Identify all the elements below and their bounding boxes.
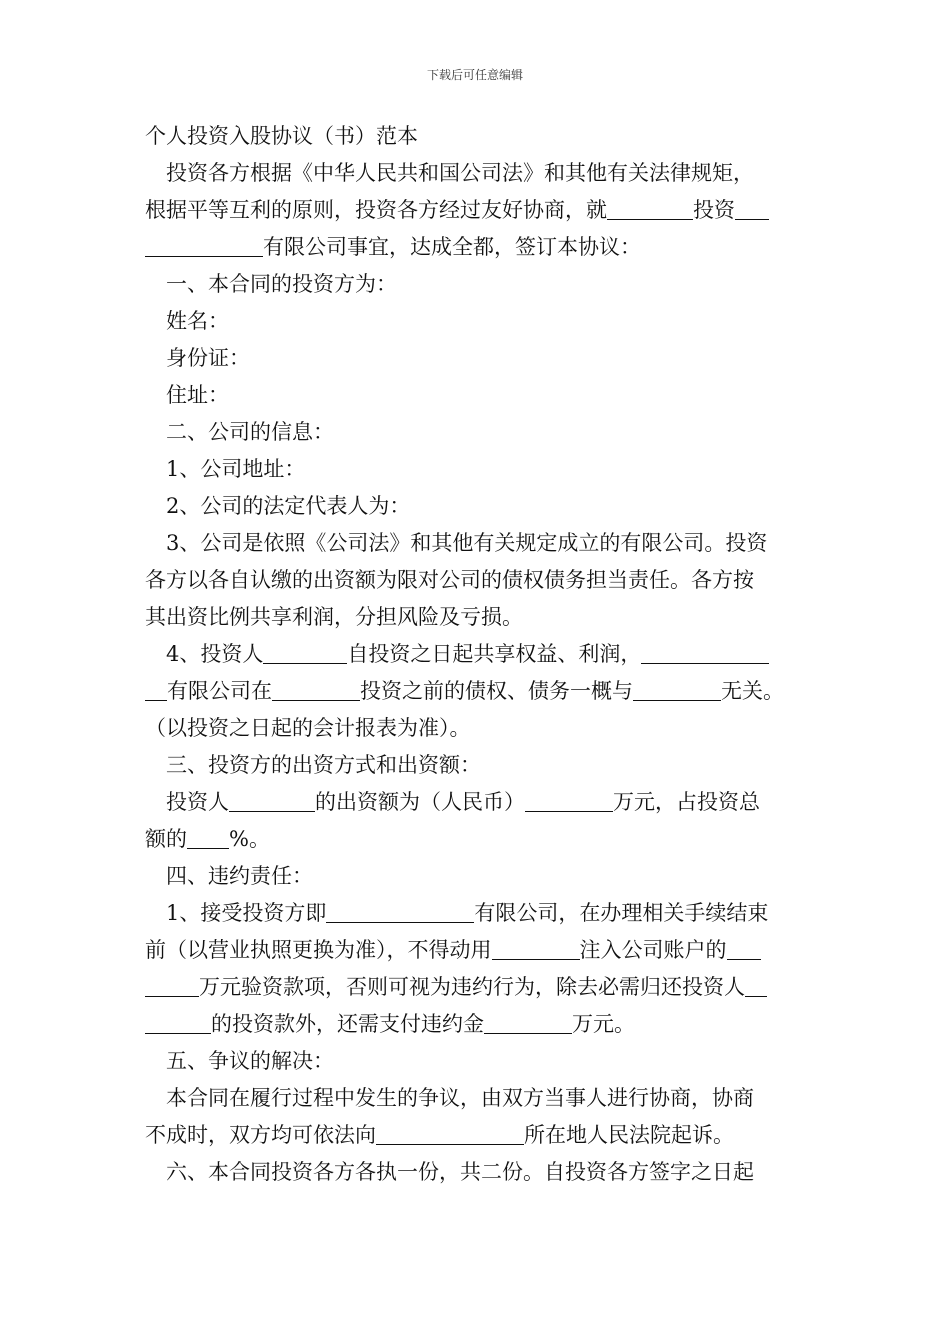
field-label-id: 身份证： [166,346,250,370]
paragraph-line [145,636,810,673]
paragraph-line [145,229,810,266]
section-heading: 四、违约责任： [166,864,313,888]
line-text: 投资 [693,198,735,222]
line-text: 有限公司在 [167,679,272,703]
line-text: 的投资款外，还需支付违约金 [211,1012,484,1036]
paragraph-line: 本合同在履行过程中发生的争议，由双方当事人进行协商，协商 [166,1086,754,1110]
paragraph-line: 六、本合同投资各方各执一份，共二份。自投资各方签字之日起 [166,1160,754,1184]
paragraph-line [145,1117,810,1154]
fill-blank [263,641,347,664]
section-heading: 二、公司的信息： [166,420,334,444]
paragraph-line: 各方以各自认缴的出资额为限对公司的债权债务担当责任。各方按 [145,568,754,592]
section-heading: 一、本合同的投资方为： [166,272,397,296]
line-text: 投资人 [166,790,229,814]
line-text: 自投资之日起共享权益、利润， [347,642,642,666]
section-heading: 五、争议的解决： [166,1049,334,1073]
line-text: 不成时，双方均可依法向 [145,1123,376,1147]
fill-blank [145,974,199,997]
paragraph-line: 1、公司地址： [166,457,306,481]
fill-blank [484,1011,572,1034]
line-text: 4、投资人 [166,642,264,666]
fill-blank [326,900,474,923]
line-text: 投资之前的债权、债务一概与 [360,679,633,703]
field-label-name: 姓名： [166,309,229,333]
fill-blank [525,789,613,812]
line-text: 万元验资款项，否则可视为违约行为，除去必需归还投资人 [199,975,745,999]
field-label-address: 住址： [166,383,229,407]
line-text: 注入公司账户的 [579,938,727,962]
line-text: 万元。 [572,1012,635,1036]
line-text: 额的 [145,827,187,851]
line-text: %。 [229,827,270,851]
fill-blank [641,641,769,664]
paragraph-line [145,784,810,821]
line-text: 前（以营业执照更换为准），不得动用 [145,938,492,962]
line-text: 的出资额为（人民币） [315,790,525,814]
fill-blank [727,937,761,960]
fill-blank [145,678,167,701]
fill-blank [272,678,360,701]
fill-blank [376,1122,524,1145]
section-heading: 三、投资方的出资方式和出资额： [166,753,481,777]
paragraph-line [145,969,810,1006]
paragraph-line [145,821,810,858]
paragraph-line [145,673,810,710]
paragraph-line: （以投资之日起的会计报表为准）。 [145,716,471,740]
line-text: 根据平等互利的原则，投资各方经过友好协商，就 [145,198,607,222]
fill-blank [145,234,263,257]
line-text: 1、接受投资方即 [166,901,327,925]
header-note: 下载后可任意编辑 [426,68,523,82]
fill-blank [229,789,315,812]
line-text: 有限公司事宜，达成全都，签订本协议： [263,235,641,259]
fill-blank [187,826,229,849]
paragraph-line: 3、公司是依照《公司法》和其他有关规定成立的有限公司。投资 [166,531,768,555]
line-text: 有限公司，在办理相关手续结束 [474,901,769,925]
document-title: 个人投资入股协议（书）范本 [145,124,418,148]
fill-blank [492,937,580,960]
paragraph-line [145,895,810,932]
fill-blank [607,197,693,220]
line-text: 无关。 [721,679,784,703]
line-text: 所在地人民法院起诉。 [524,1123,734,1147]
paragraph-line [145,192,810,229]
fill-blank [735,197,769,220]
paragraph-line [145,932,810,969]
fill-blank [633,678,721,701]
paragraph-line [145,1006,810,1043]
document-body [145,118,810,1191]
fill-blank [745,974,767,997]
paragraph-line: 其出资比例共享利润，分担风险及亏损。 [145,605,523,629]
paragraph-line: 2、公司的法定代表人为： [166,494,411,518]
paragraph-line: 投资各方根据《中华人民共和国公司法》和其他有关法律规矩， [166,161,754,185]
fill-blank [145,1011,211,1034]
line-text: 万元，占投资总 [613,790,760,814]
